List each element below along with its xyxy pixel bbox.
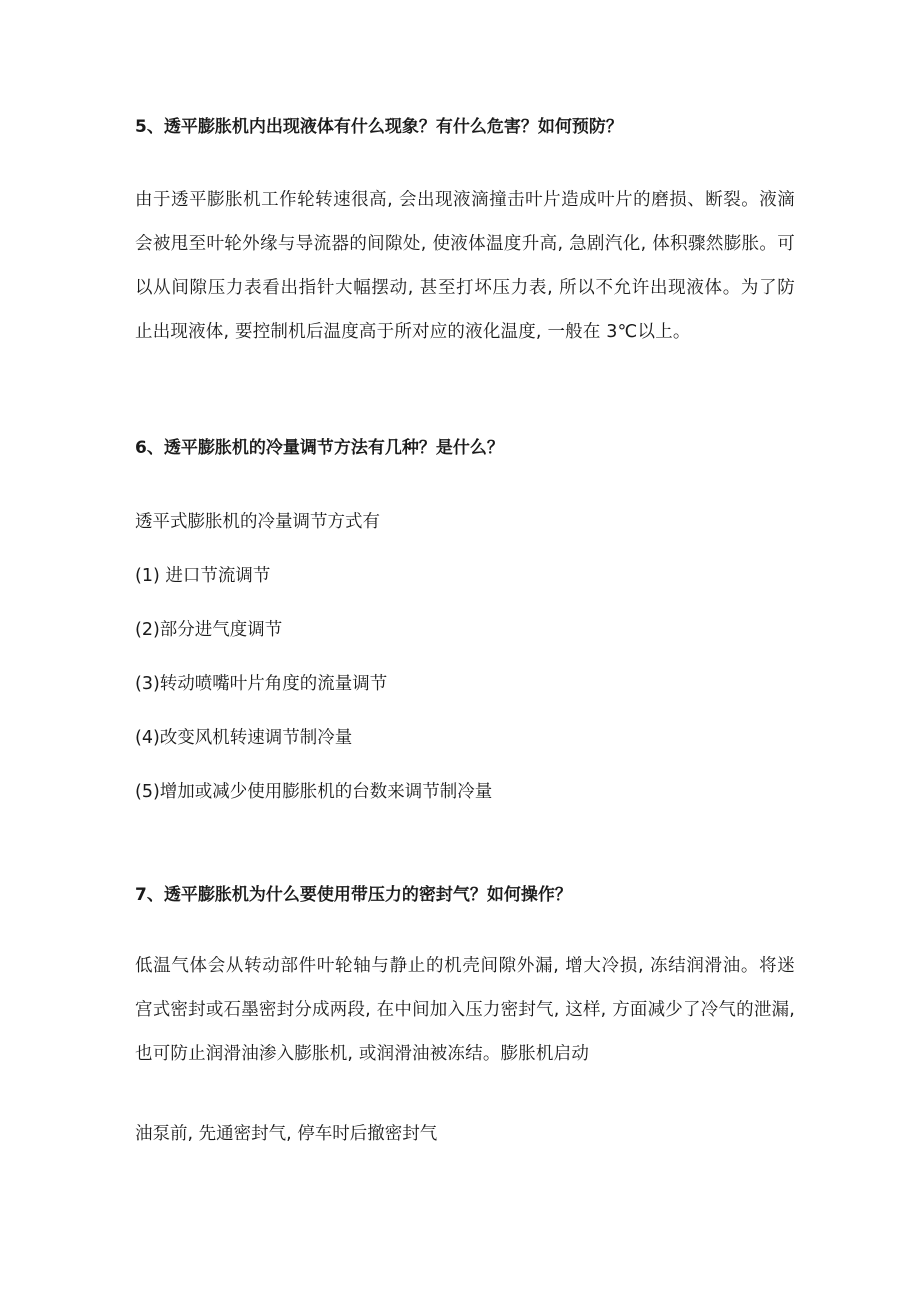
section-7-tail: 油泵前, 先通密封气, 停车时后撤密封气 [135,1124,438,1144]
list-item: (2)部分进气度调节 [135,620,283,640]
list-item: (5)增加或减少使用膨胀机的台数来调节制冷量 [135,782,493,802]
section-7-body: 低温气体会从转动部件叶轮轴与静止的机壳间隙外漏, 增大冷损, 冻结润滑油。将迷宫式密封或石墨密封分成两段, 在中间加入压力密封气, 这样, 方面减少了冷气的泄漏, 也可防止润滑油渗入膨胀机, 或润滑油被冻结。膨胀机启动 [135,956,795,1064]
section-6-intro: 透平式膨胀机的冷量调节方式有 [135,512,380,532]
list-item: (3)转动喷嘴叶片角度的流量调节 [135,674,388,694]
section-5-body: 由于透平膨胀机工作轮转速很高, 会出现液滴撞击叶片造成叶片的磨损、断裂。液滴会被甩至叶轮外缘与导流器的间隙处, 使液体温度升高, 急剧汽化, 体积骤然膨胀。可以从间隙压力表看出指针大幅摆动, 甚至打坏压力表, 所以不允许出现液体。为了防止出现液体, 要控制机后温度高于所对应的液化温度, 一般在 3℃以上。 [135,190,795,342]
section-6-heading: 6、透平膨胀机的冷量调节方法有几种？是什么？ [135,438,504,458]
section-7-heading: 7、透平膨胀机为什么要使用带压力的密封气？如何操作？ [135,885,572,905]
section-5-heading: 5、透平膨胀机内出现液体有什么现象？有什么危害？如何预防？ [135,117,623,137]
list-item: (1) 进口节流调节 [135,566,271,586]
list-item: (4)改变风机转速调节制冷量 [135,728,353,748]
